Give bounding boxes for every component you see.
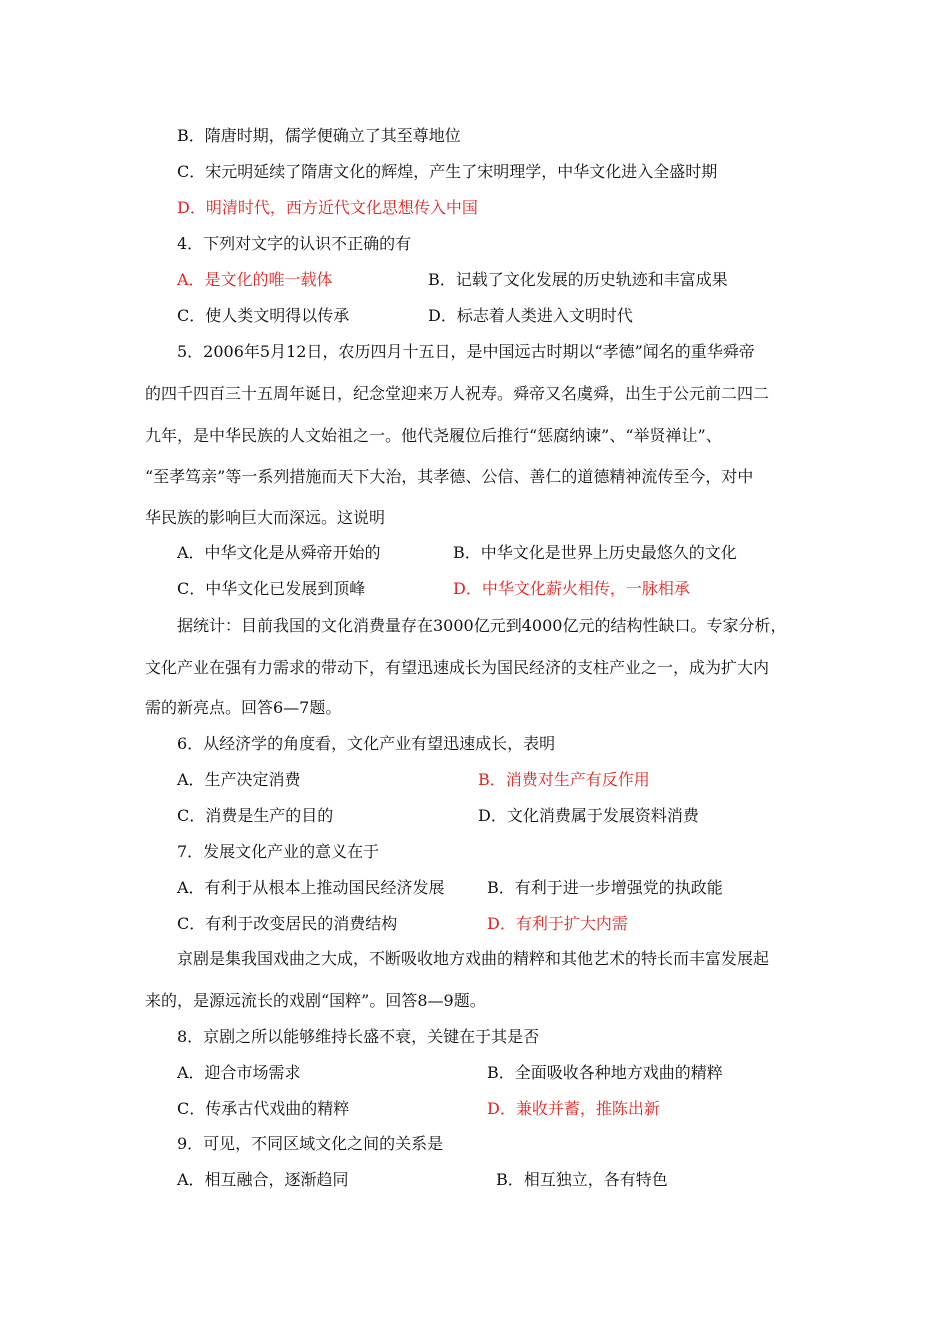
q9-option-a: A．相互融合，逐渐趋同 [177,1170,349,1189]
q6-option-a: A．生产决定消费 [177,770,301,789]
q3-option-d-answer: D．明清时代，西方近代文化思想传入中国 [177,198,478,217]
q7-option-d-answer: D．有利于扩大内需 [487,914,628,933]
q7-option-b: B．有利于进一步增强党的执政能 [487,878,723,897]
material-6-7-line: 需的新亮点。回答6—7题。 [145,698,342,717]
q6-option-c: C．消费是生产的目的 [177,806,334,825]
q5-stem-line: 九年，是中华民族的人文始祖之一。他代尧履位后推行“惩腐纳谏”、“举贤禅让”、 [145,426,722,445]
q6-option-b-answer: B．消费对生产有反作用 [478,770,650,789]
q7-stem: 7．发展文化产业的意义在于 [177,842,380,861]
q6-stem: 6．从经济学的角度看，文化产业有望迅速成长，表明 [177,734,556,753]
q9-stem: 9．可见，不同区域文化之间的关系是 [177,1134,444,1153]
q4-option-a-answer: A．是文化的唯一载体 [177,270,333,289]
q5-option-b: B．中华文化是世界上历史最悠久的文化 [453,543,737,562]
q4-option-c: C．使人类文明得以传承 [177,306,350,325]
q5-stem-line: 5．2006年5月12日，农历四月十五日，是中国远古时期以“孝德”闻名的重华舜帝 [177,342,755,361]
q7-option-c: C．有利于改变居民的消费结构 [177,914,398,933]
q4-option-b: B．记载了文化发展的历史轨迹和丰富成果 [428,270,728,289]
q3-option-b: B．隋唐时期，儒学便确立了其至尊地位 [177,126,461,145]
q4-stem: 4．下列对文字的认识不正确的有 [177,234,412,253]
q5-stem-line: 华民族的影响巨大而深远。这说明 [145,508,386,527]
material-8-9-line: 京剧是集我国戏曲之大成，不断吸收地方戏曲的精粹和其他艺术的特长而丰富发展起 [177,949,770,968]
q8-option-d-answer: D．兼收并蓄，推陈出新 [487,1099,660,1118]
q9-option-b: B．相互独立，各有特色 [496,1170,668,1189]
q3-option-c: C．宋元明延续了隋唐文化的辉煌，产生了宋明理学，中华文化进入全盛时期 [177,162,718,181]
q5-stem-line: “至孝笃亲”等一系列措施而天下大治，其孝德、公信、善仁的道德精神流传至今，对中 [145,467,754,486]
q7-option-a: A．有利于从根本上推动国民经济发展 [177,878,445,897]
q5-option-a: A．中华文化是从舜帝开始的 [177,543,381,562]
q5-stem-line: 的四千四百三十五周年诞日，纪念堂迎来万人祝寿。舜帝又名虞舜，出生于公元前二四二 [145,384,770,403]
q8-option-b: B．全面吸收各种地方戏曲的精粹 [487,1063,723,1082]
q4-option-d: D．标志着人类进入文明时代 [428,306,633,325]
q6-option-d: D．文化消费属于发展资料消费 [478,806,699,825]
material-8-9-line: 来的，是源远流长的戏剧“国粹”。回答8—9题。 [145,991,486,1010]
material-6-7-line: 据统计：目前我国的文化消费量存在3000亿元到4000亿元的结构性缺口。专家分析， [177,616,787,635]
q5-option-c: C．中华文化已发展到顶峰 [177,579,366,598]
q5-option-d-answer: D．中华文化薪火相传，一脉相承 [453,579,690,598]
q8-option-a: A．迎合市场需求 [177,1063,301,1082]
q8-option-c: C．传承古代戏曲的精粹 [177,1099,350,1118]
material-6-7-line: 文化产业在强有力需求的带动下，有望迅速成长为国民经济的支柱产业之一，成为扩大内 [145,658,770,677]
q8-stem: 8．京剧之所以能够维持长盛不衰，关键在于其是否 [177,1027,540,1046]
